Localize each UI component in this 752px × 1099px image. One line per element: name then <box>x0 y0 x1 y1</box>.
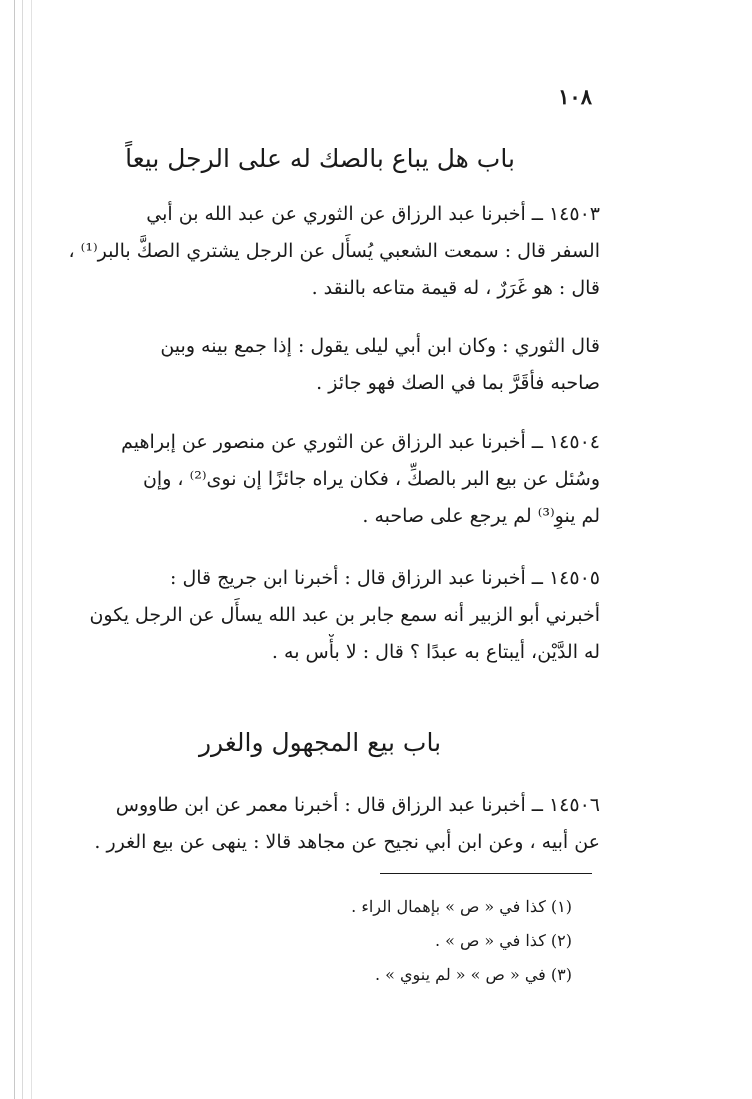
paragraph-line: ١٤٥٠٤ ــ أخبرنا عبد الرزاق عن الثوري عن منصور عن إبراهيم <box>121 431 600 453</box>
paragraph-line: السفر قال : سمعت الشعبي يُسأَل عن الرجل يشتري الصكَّ بالبر⁽¹⁾ ، <box>68 240 600 262</box>
hadith-paragraph <box>40 787 600 861</box>
chapter-title: باب هل يباع بالصك له على الرجل بيعاً <box>125 144 515 173</box>
hadith-paragraph <box>40 560 600 671</box>
paragraph-line: قال الثوري : وكان ابن أبي ليلى يقول : إذا جمع بينه وبين <box>160 335 600 357</box>
paragraph-line: وسُئل عن بيع البر بالصكِّ ، فكان يراه جائزًا إن نوى⁽²⁾ ، وإن <box>142 468 600 490</box>
footnote: (٣) في « ص » « لم ينوي » . <box>374 965 572 984</box>
page-number: ١٠٨ <box>558 84 592 109</box>
binding-edge-line <box>22 0 23 1099</box>
book-page <box>40 0 600 1099</box>
paragraph-line: أخبرني أبو الزبير أنه سمع جابر بن عبد الله يسأَل عن الرجل يكون <box>89 604 600 626</box>
footnotes <box>92 890 572 992</box>
paragraph-line: قال : هو غَرَرٌ ، له قيمة متاعه بالنقد . <box>311 277 600 299</box>
binding-edge-line <box>14 0 15 1099</box>
footnote-divider <box>380 873 592 874</box>
paragraph-line: له الدَّيْن، أيبتاع به عبدًا ؟ قال : لا بأْس به . <box>271 641 600 663</box>
paragraph-line: ١٤٥٠٣ ــ أخبرنا عبد الرزاق عن الثوري عن عبد الله بن أبي <box>146 203 600 225</box>
footnote: (٢) كذا في « ص » . <box>434 931 572 950</box>
binding-edge-line <box>31 0 32 1099</box>
footnote: (١) كذا في « ص » بإهمال الراء . <box>351 897 572 916</box>
chapter-title: باب بيع المجهول والغرر <box>198 728 442 757</box>
paragraph-line: عن أبيه ، وعن ابن أبي نجيح عن مجاهد قالا : ينهى عن بيع الغرر . <box>94 831 600 853</box>
hadith-paragraph <box>40 328 600 402</box>
paragraph-line: ١٤٥٠٥ ــ أخبرنا عبد الرزاق قال : أخبرنا ابن جريج قال : <box>170 567 600 589</box>
hadith-paragraph <box>40 196 600 307</box>
paragraph-line: ١٤٥٠٦ ــ أخبرنا عبد الرزاق قال : أخبرنا معمر عن ابن طاووس <box>115 794 600 816</box>
paragraph-line: لم ينوِ⁽³⁾ لم يرجع على صاحبه . <box>362 505 600 527</box>
hadith-paragraph <box>40 424 600 535</box>
paragraph-line: صاحبه فأقَرَّ بما في الصك فهو جائز . <box>316 372 600 394</box>
